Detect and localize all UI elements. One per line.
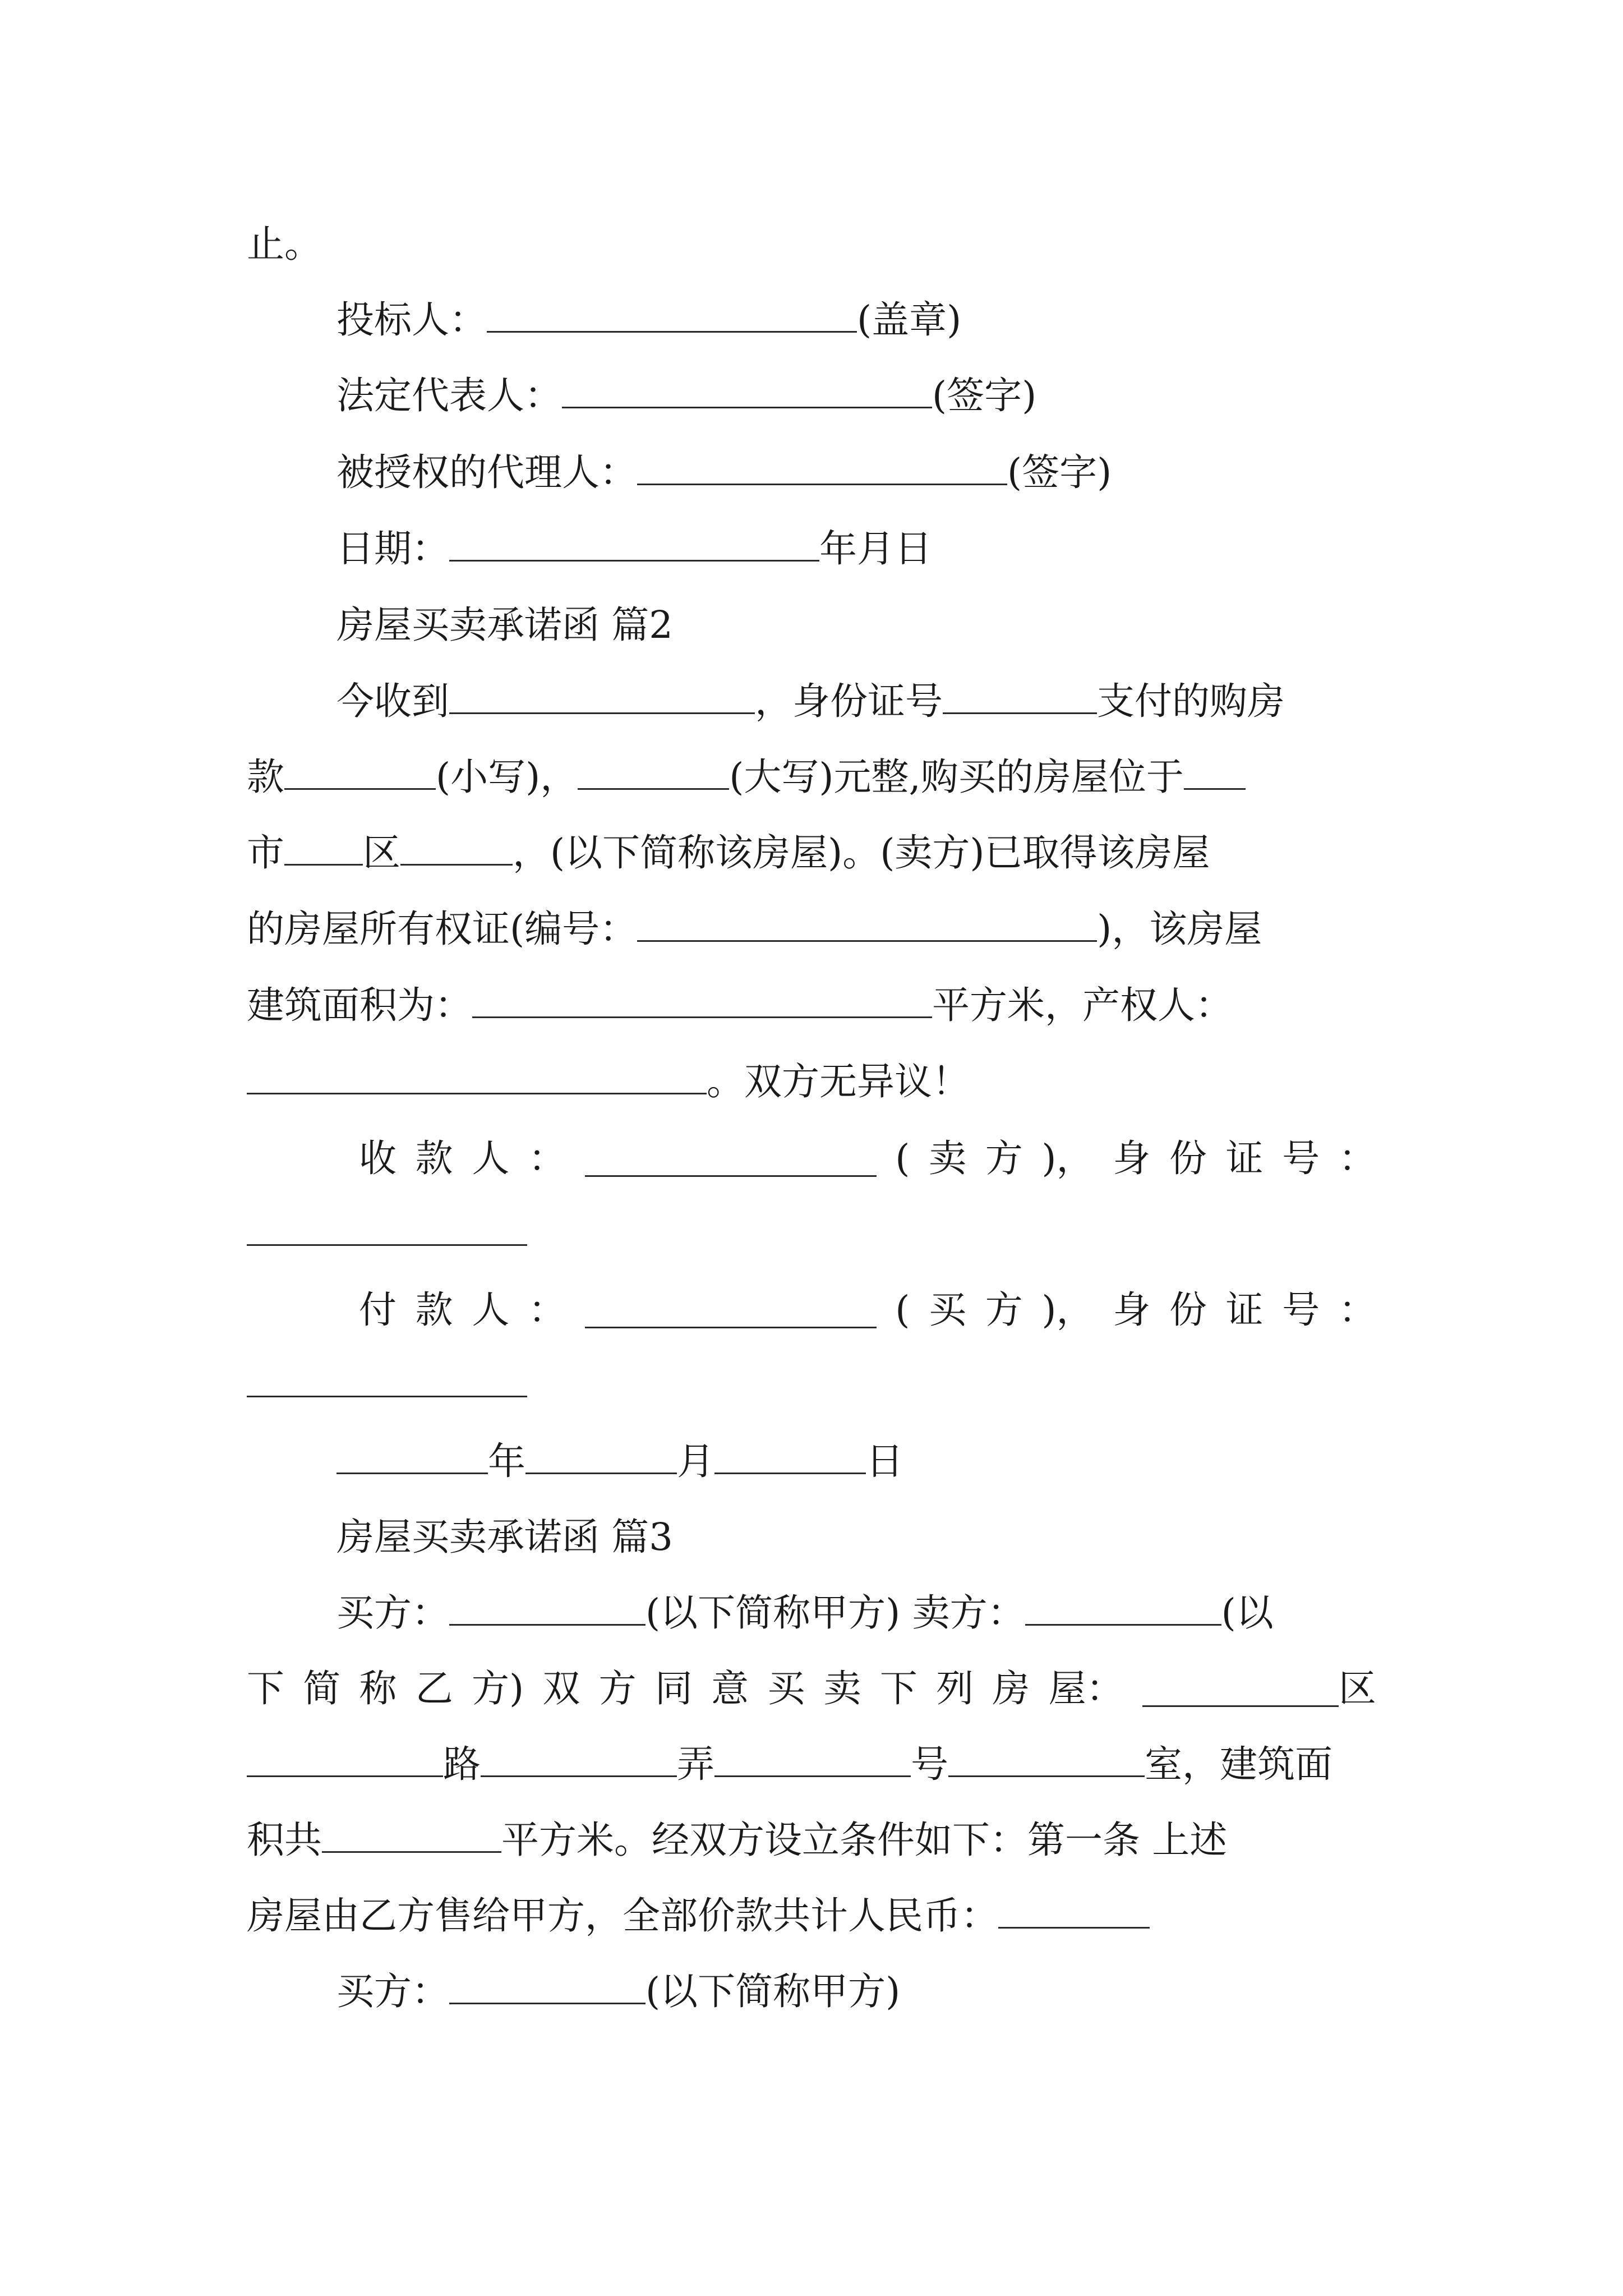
paragraph-line bbox=[247, 1812, 1623, 1868]
receiver-id-line bbox=[247, 1205, 1623, 1261]
payer-char: 身 bbox=[1113, 1288, 1151, 1332]
text-fragment: 买方： bbox=[336, 1970, 449, 2013]
payer-char: 付 bbox=[359, 1288, 396, 1332]
text-fragment: 意 bbox=[711, 1667, 749, 1710]
text-fragment: )，该房屋 bbox=[1097, 907, 1262, 951]
text-fragment: 的房屋所有权证(编号： bbox=[247, 907, 638, 951]
legal-rep-line bbox=[336, 367, 1623, 424]
agent-line bbox=[336, 444, 1623, 500]
receiver-char: 身 bbox=[1113, 1137, 1151, 1180]
text-fragment: 买方： bbox=[336, 1591, 449, 1635]
text-fragment: 房屋由乙方售给甲方，全部价款共计人民币： bbox=[247, 1894, 998, 1938]
text-fragment: 屋： bbox=[1048, 1667, 1124, 1710]
receiver-char: 卖 bbox=[929, 1137, 967, 1180]
receiver-char: 号 bbox=[1282, 1137, 1320, 1180]
text-fragment: ，身份证号 bbox=[755, 679, 943, 723]
payer-char: ： bbox=[528, 1288, 566, 1332]
payer-char: 款 bbox=[415, 1288, 453, 1332]
text-fragment: 方 bbox=[598, 1667, 637, 1710]
paragraph-line bbox=[336, 673, 1623, 729]
text-fragment: 平方米，产权人： bbox=[932, 983, 1233, 1027]
paragraph-line bbox=[247, 1053, 1623, 1110]
bidder-suffix: (盖章) bbox=[857, 298, 962, 342]
payer-char: 人 bbox=[472, 1288, 510, 1332]
paragraph-line bbox=[247, 901, 1623, 957]
text-fragment: 区 bbox=[1338, 1667, 1376, 1710]
area-blank bbox=[322, 1816, 501, 1853]
text-fragment: 日 bbox=[866, 1439, 903, 1483]
month-blank bbox=[525, 1438, 677, 1474]
legal-rep-label: 法定代表人： bbox=[336, 374, 562, 417]
paragraph-line bbox=[336, 1963, 1623, 2019]
text-fragment: 市 bbox=[247, 831, 284, 875]
text-fragment: (以下简称甲方) 卖方： bbox=[645, 1591, 1025, 1635]
heading-text: 房屋买卖承诺函 篇3 bbox=[336, 1515, 673, 1559]
district-blank bbox=[400, 829, 513, 866]
day-blank bbox=[714, 1438, 866, 1474]
paragraph-line bbox=[247, 1736, 1623, 1792]
buyer-blank bbox=[449, 1589, 645, 1626]
date-blank bbox=[449, 525, 819, 562]
receiver-char: ( bbox=[895, 1137, 910, 1180]
payer-char: 买 bbox=[929, 1288, 967, 1332]
payer-char: 方 bbox=[985, 1288, 1023, 1332]
text-fragment: 房 bbox=[992, 1667, 1030, 1710]
text-fragment: 下 bbox=[247, 1667, 284, 1710]
text-fragment: 室，建筑面 bbox=[1145, 1742, 1332, 1786]
amount-upper-blank bbox=[578, 753, 729, 790]
number-blank bbox=[714, 1741, 911, 1777]
receiver-char: )， bbox=[1041, 1137, 1094, 1180]
text-fragment: 同 bbox=[654, 1667, 693, 1710]
owner-blank bbox=[247, 1058, 707, 1094]
section-heading-2 bbox=[336, 597, 1623, 653]
text-fragment: 平方米。经双方设立条件如下：第一条 上述 bbox=[501, 1818, 1228, 1862]
paragraph-line bbox=[247, 749, 1623, 805]
text-fragment: 区 bbox=[363, 831, 400, 875]
text-fragment: 支付的购房 bbox=[1097, 679, 1285, 723]
payer-char: 证 bbox=[1225, 1288, 1264, 1332]
text-fragment: 简 bbox=[303, 1667, 341, 1710]
area-blank bbox=[472, 982, 932, 1018]
receiver-char: ： bbox=[1338, 1137, 1376, 1180]
signature-date-line bbox=[336, 1433, 1623, 1489]
agent-blank bbox=[637, 449, 1007, 485]
text-fragment: 双 bbox=[542, 1667, 580, 1710]
text-fragment: 列 bbox=[936, 1667, 974, 1710]
buyer-blank-2 bbox=[449, 1968, 645, 2004]
year-blank bbox=[336, 1438, 488, 1474]
date-label: 日期： bbox=[336, 527, 449, 570]
text-fragment: 建筑面积为： bbox=[247, 983, 472, 1027]
receiver-char: 证 bbox=[1225, 1137, 1264, 1180]
certificate-number-blank bbox=[637, 905, 1097, 942]
payer-id-blank bbox=[247, 1361, 527, 1397]
continuation-text: 止。 bbox=[247, 222, 322, 266]
agent-label: 被授权的代理人： bbox=[336, 450, 637, 494]
date-line bbox=[336, 521, 1623, 577]
legal-rep-suffix: (签字) bbox=[932, 374, 1037, 417]
payer-line bbox=[359, 1282, 1376, 1338]
city-blank-2 bbox=[284, 829, 363, 866]
id-number-blank bbox=[943, 678, 1097, 714]
payer-name-blank bbox=[585, 1292, 877, 1328]
payer-char: )， bbox=[1041, 1288, 1094, 1332]
text-fragment: 年 bbox=[488, 1439, 525, 1483]
paragraph-line bbox=[247, 1660, 1376, 1717]
paragraph-line bbox=[247, 825, 1623, 881]
agent-suffix: (签字) bbox=[1007, 450, 1112, 494]
receiver-line bbox=[359, 1130, 1376, 1186]
room-blank bbox=[948, 1741, 1145, 1777]
text-fragment: 积共 bbox=[247, 1818, 322, 1862]
text-fragment: 路 bbox=[443, 1742, 481, 1786]
amount-lower-blank bbox=[284, 753, 436, 790]
seller-blank bbox=[1025, 1589, 1221, 1626]
text-fragment: 弄 bbox=[677, 1742, 714, 1786]
payer-char: ： bbox=[1338, 1288, 1376, 1332]
bidder-label: 投标人： bbox=[336, 298, 487, 342]
text-fragment: 下 bbox=[879, 1667, 917, 1710]
receiver-char: ： bbox=[528, 1137, 566, 1180]
bidder-blank bbox=[487, 296, 857, 333]
text-fragment: (小写)， bbox=[436, 755, 578, 799]
receiver-char: 款 bbox=[415, 1137, 453, 1180]
text-fragment: ，(以下简称该房屋)。(卖方)已取得该房屋 bbox=[513, 831, 1210, 875]
text-fragment: (大写)元整,购买的房屋位于 bbox=[729, 755, 1184, 799]
text-fragment: 今收到 bbox=[336, 679, 449, 723]
receiver-char: 收 bbox=[359, 1137, 396, 1180]
payer-char: 号 bbox=[1282, 1288, 1320, 1332]
receiver-char: 份 bbox=[1169, 1137, 1207, 1180]
text-line bbox=[247, 216, 1623, 272]
paragraph-line bbox=[247, 1888, 1623, 1944]
text-fragment: 号 bbox=[911, 1742, 948, 1786]
text-fragment: 买 bbox=[767, 1667, 805, 1710]
section-heading-3 bbox=[336, 1509, 1623, 1565]
text-fragment: 月 bbox=[677, 1439, 714, 1483]
text-fragment: 款 bbox=[247, 755, 284, 799]
paragraph-line bbox=[247, 977, 1623, 1033]
heading-text: 房屋买卖承诺函 篇2 bbox=[336, 603, 673, 647]
bidder-line bbox=[336, 292, 1623, 348]
receiver-name-blank bbox=[585, 1140, 877, 1177]
receiver-char: 方 bbox=[985, 1137, 1023, 1180]
text-fragment: 称 bbox=[359, 1667, 397, 1710]
lane-blank bbox=[481, 1741, 677, 1777]
road-blank bbox=[247, 1741, 443, 1777]
payer-name-blank bbox=[449, 678, 755, 714]
city-blank bbox=[1184, 753, 1246, 790]
payer-id-line bbox=[247, 1356, 1623, 1412]
receiver-id-blank bbox=[247, 1209, 527, 1246]
payer-char: ( bbox=[895, 1288, 910, 1332]
date-suffix: 年月日 bbox=[819, 527, 932, 570]
text-fragment: (以下简称甲方) bbox=[645, 1970, 901, 2013]
district-blank bbox=[1142, 1671, 1339, 1707]
text-fragment: 卖 bbox=[823, 1667, 861, 1710]
payer-char: 份 bbox=[1169, 1288, 1207, 1332]
text-fragment: 方) bbox=[472, 1667, 524, 1710]
legal-rep-blank bbox=[562, 372, 932, 408]
text-fragment: 。双方无异议！ bbox=[707, 1060, 970, 1103]
paragraph-line bbox=[336, 1585, 1623, 1641]
text-fragment: (以 bbox=[1221, 1591, 1274, 1635]
text-fragment: 乙 bbox=[415, 1667, 453, 1710]
price-blank bbox=[998, 1892, 1150, 1929]
receiver-char: 人 bbox=[472, 1137, 510, 1180]
